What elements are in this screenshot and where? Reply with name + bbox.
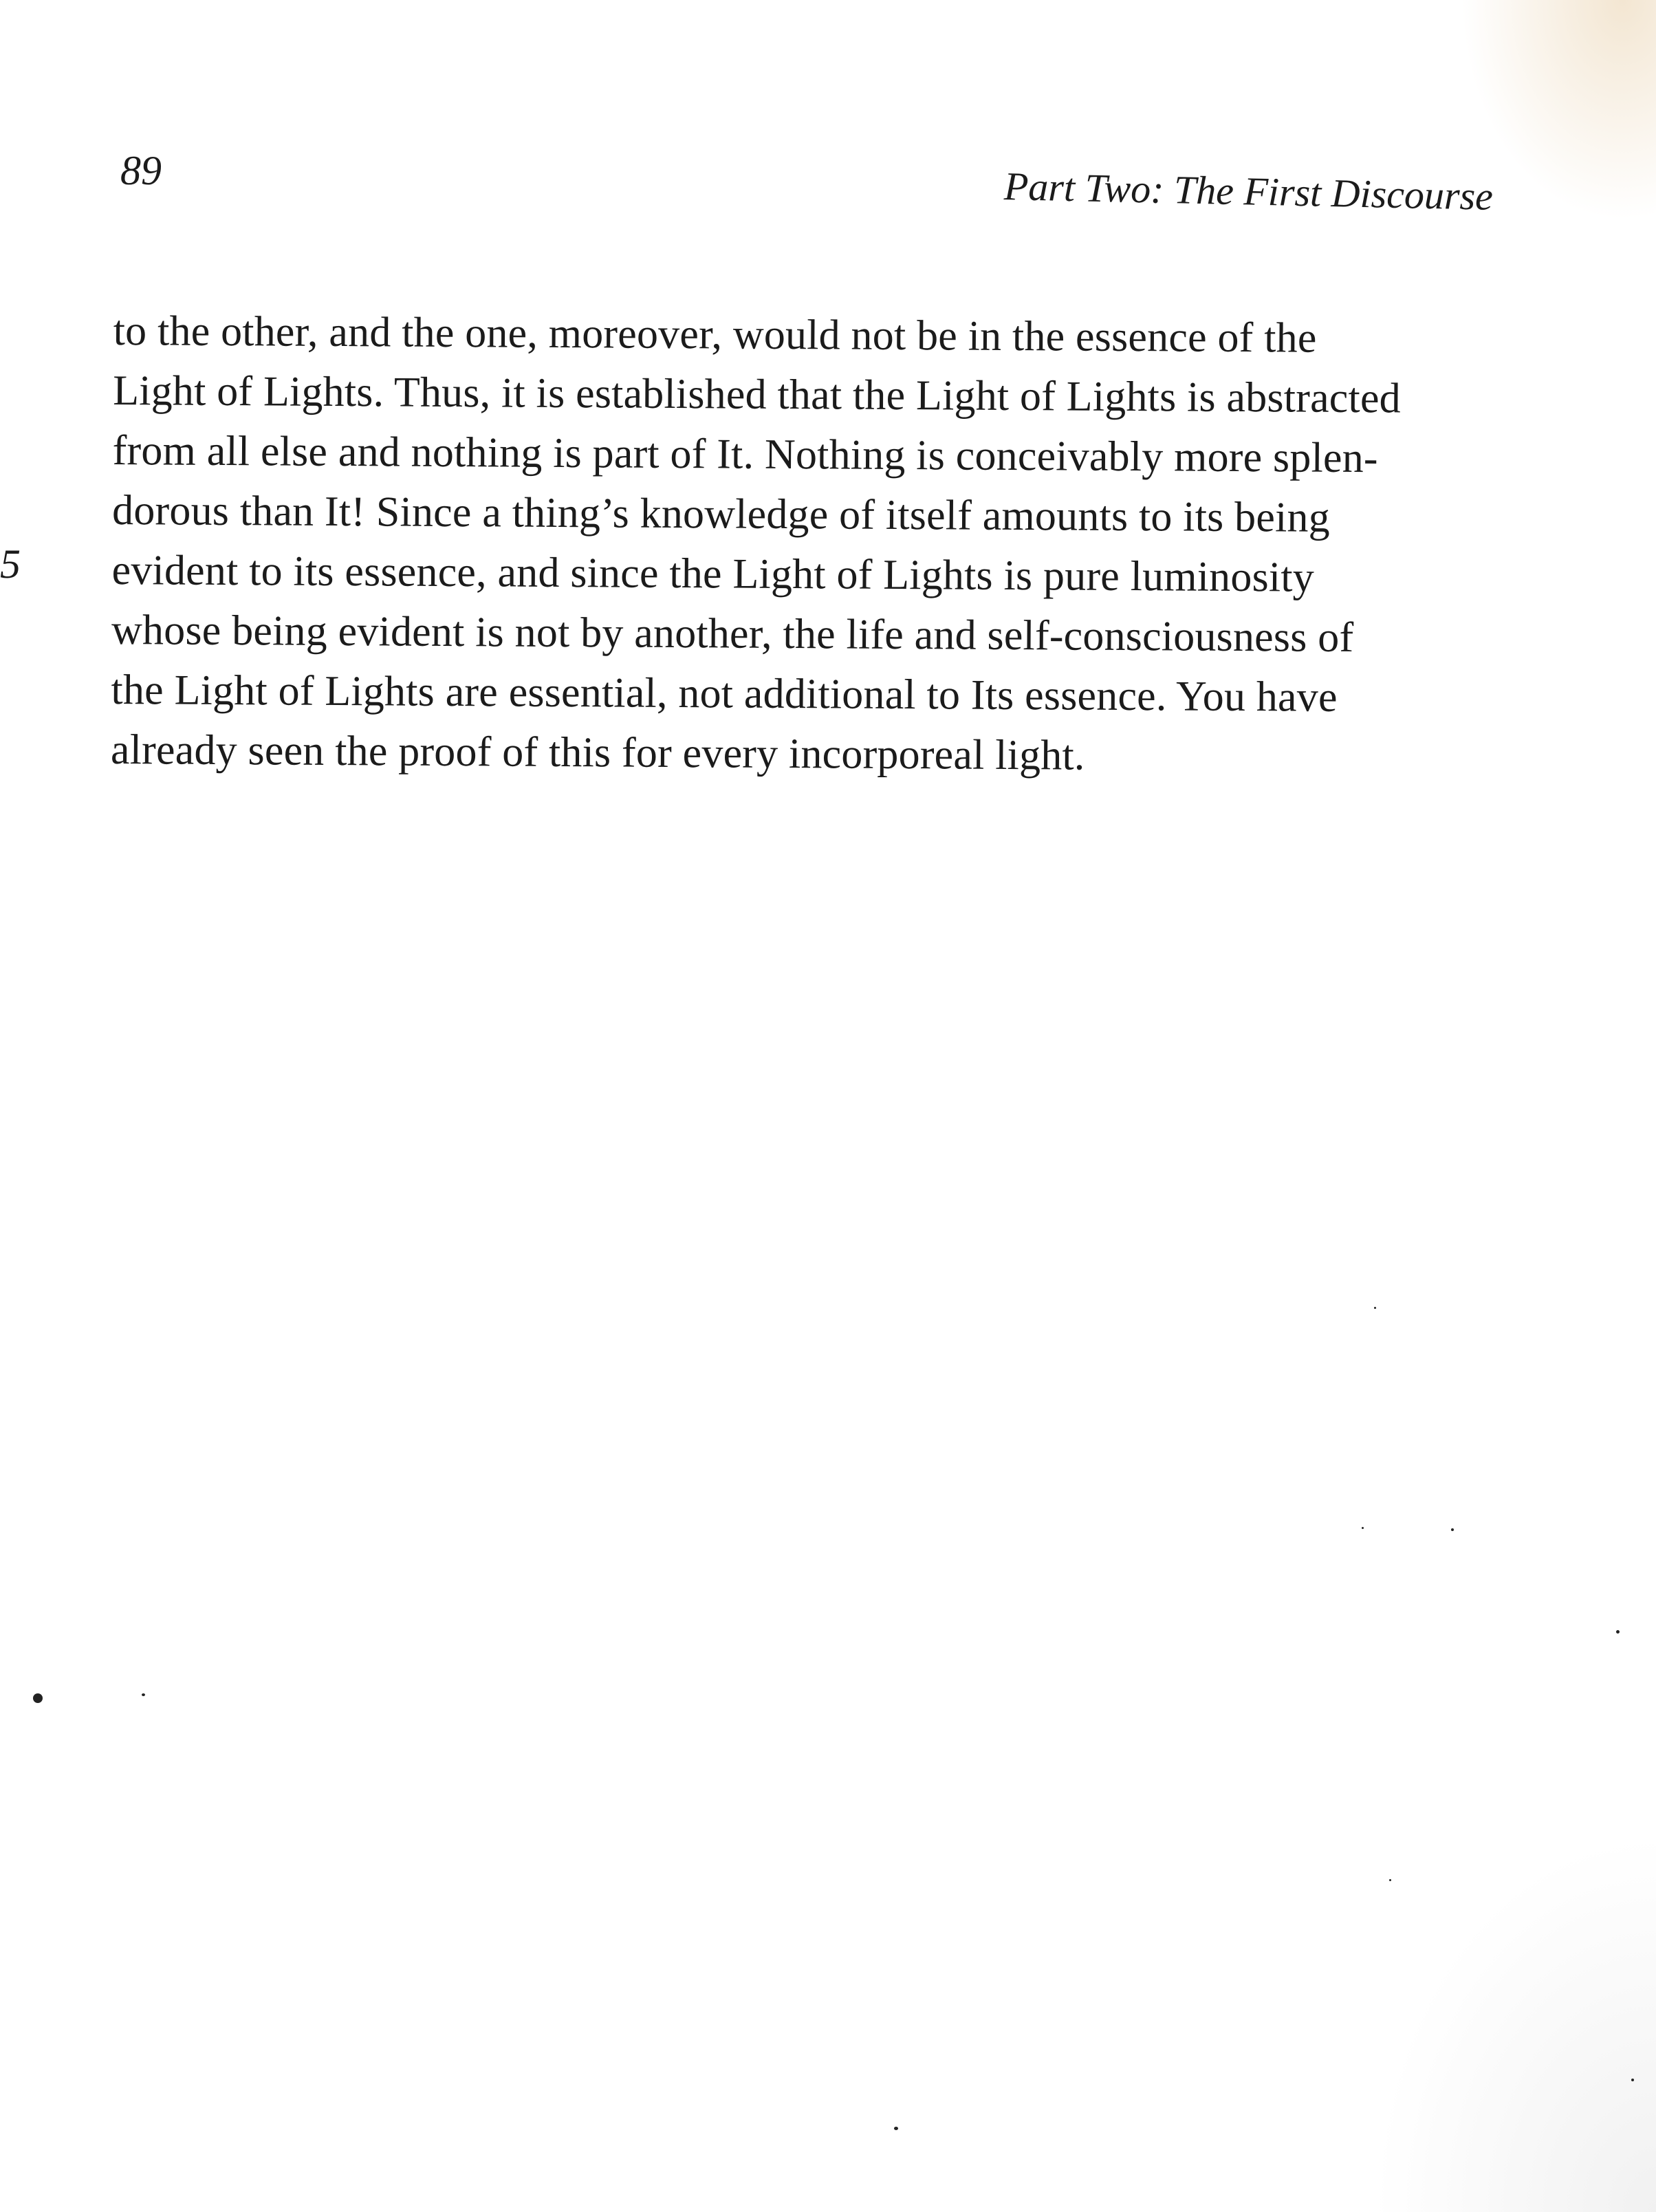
paper-speck <box>1451 1528 1454 1531</box>
text-line: already seen the proof of this for every incorporeal light. <box>110 726 1085 779</box>
text-line: dorous than It! Since a thing’s knowledge of itself amounts to its being <box>111 486 1331 541</box>
paper-speck <box>1362 1527 1364 1529</box>
paper-speck <box>1389 1879 1391 1881</box>
text-line: Light of Lights. Thus, it is established that the Light of Lights is abstracted <box>112 367 1402 422</box>
page-number: 89 <box>120 148 162 193</box>
text-line: evident to its essence, and since the Light of Lights is pure luminosity <box>111 546 1315 601</box>
running-head: Part Two: The First Discourse <box>1003 164 1494 219</box>
paper-speck <box>33 1693 43 1703</box>
text-line: the Light of Lights are essential, not additional to Its essence. You have <box>111 666 1338 721</box>
paper-speck <box>142 1693 145 1696</box>
paper-speck <box>894 2127 898 2130</box>
paper-speck <box>1631 2079 1634 2081</box>
paper-speck <box>1374 1307 1376 1309</box>
text-line: whose being evident is not by another, the life and self-consciousness of <box>111 606 1354 662</box>
text-line: to the other, and the one, moreover, would not be in the essence of the <box>113 307 1317 362</box>
margin-line-number: 5 <box>0 541 21 587</box>
paper-speck <box>1616 1630 1620 1634</box>
body-paragraph <box>111 301 1558 789</box>
text-line: from all else and nothing is part of It. Nothing is conceivably more splen- <box>112 426 1378 482</box>
